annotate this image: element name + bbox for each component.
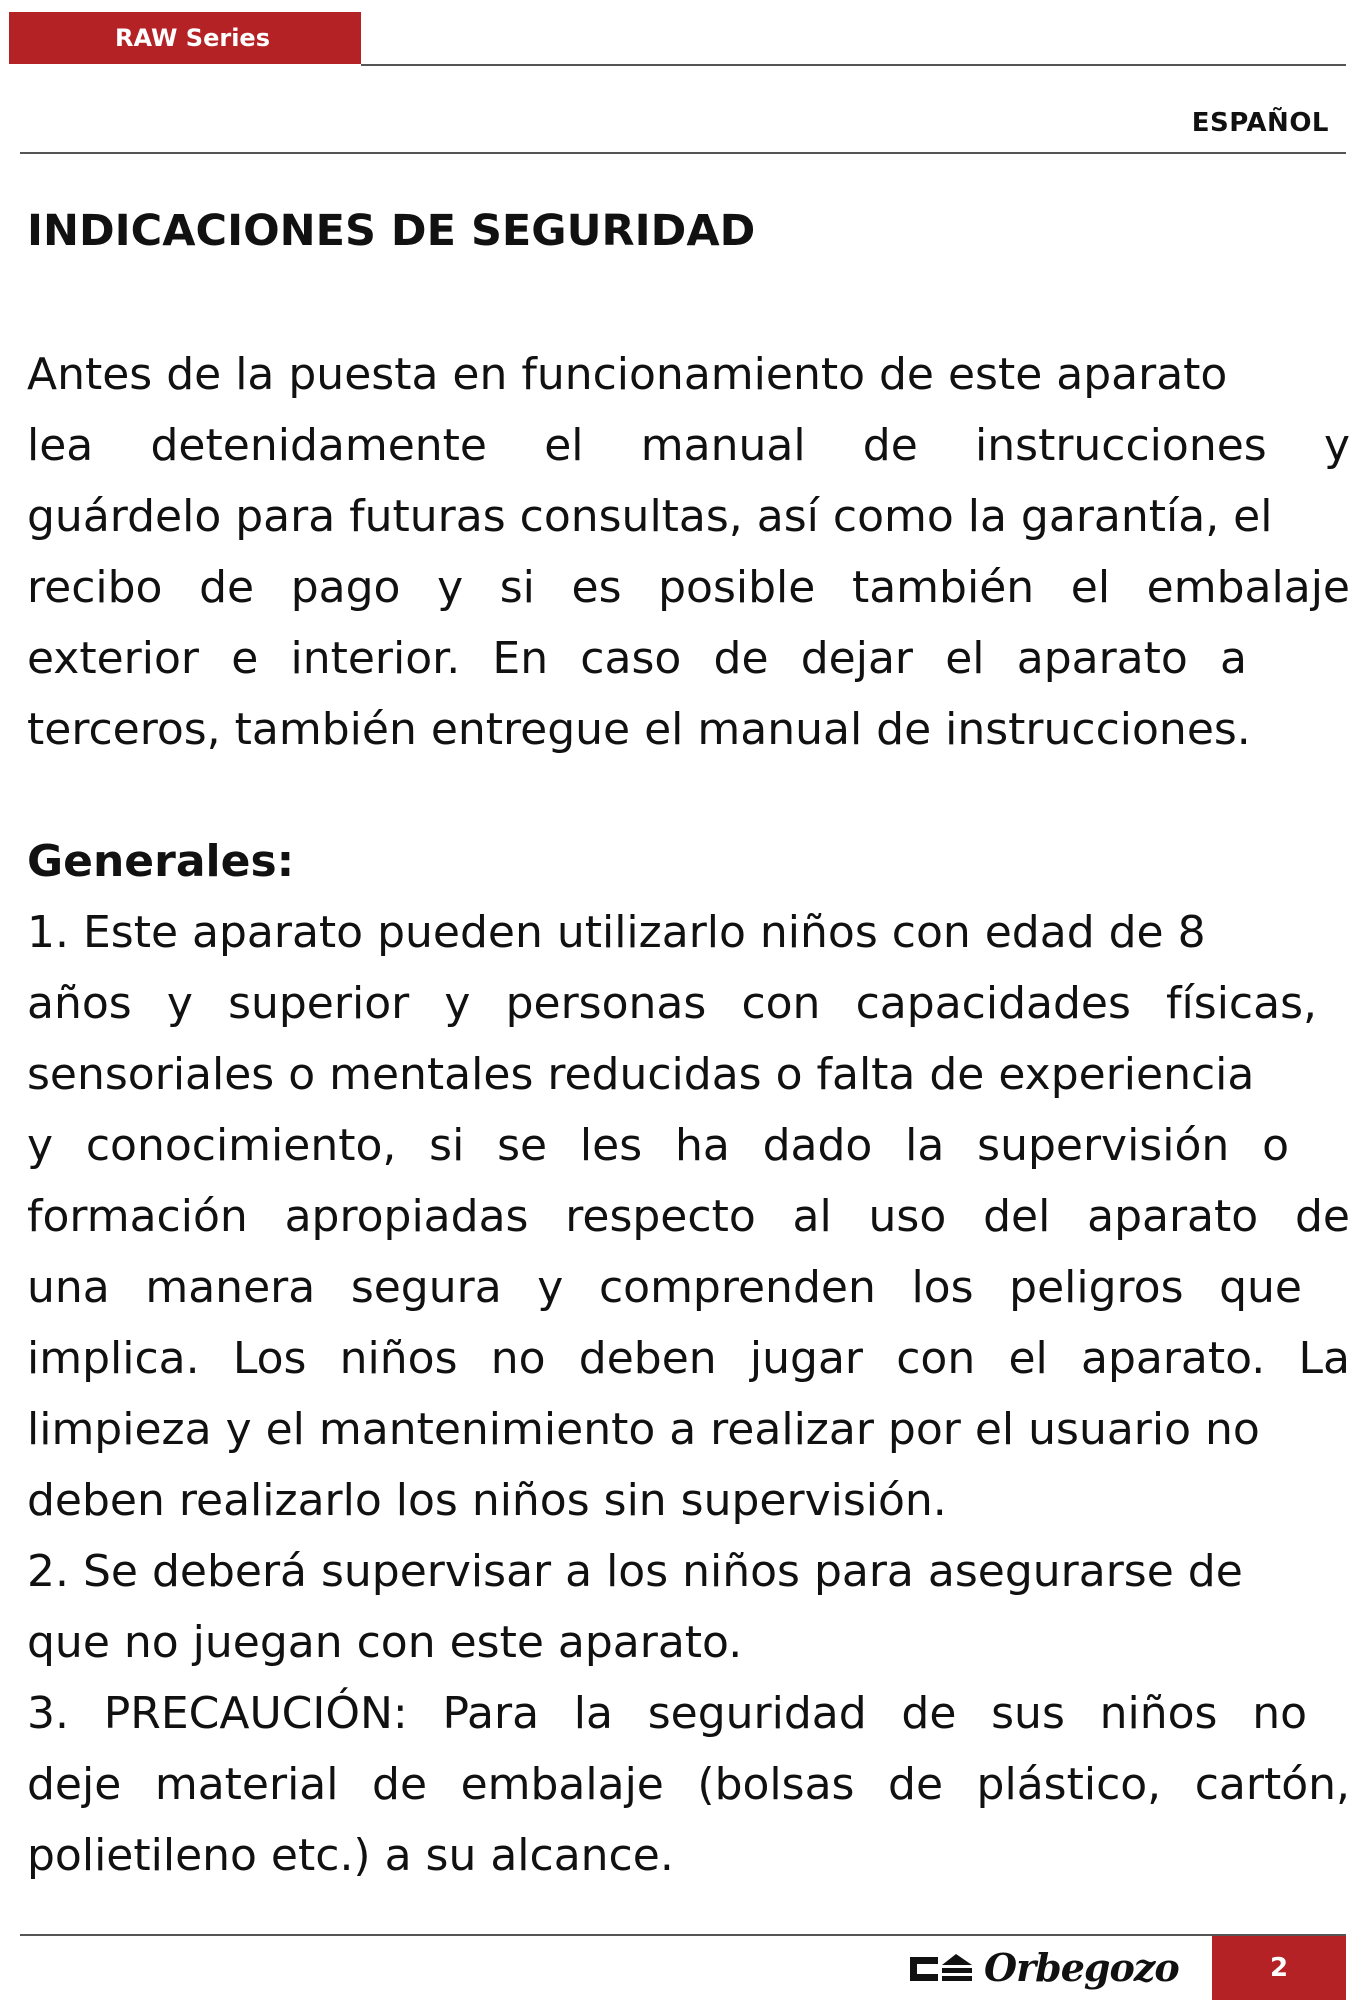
intro-paragraph — [27, 339, 1350, 765]
safety-items — [27, 897, 1350, 1891]
item-line: deje material de embalaje (bolsas de plástico, cartón, — [27, 1759, 1350, 1810]
brand-logo — [908, 1946, 1204, 1990]
item-line: 1. Este aparato pueden utilizarlo niños con edad de 8 — [27, 907, 1206, 958]
item-line: deben realizarlo los niños sin supervisión. — [27, 1475, 947, 1526]
language-label: ESPAÑOL — [1191, 108, 1329, 138]
intro-line: exterior e interior. En caso de dejar el aparato a — [27, 633, 1247, 684]
intro-line: recibo de pago y si es posible también el embalaje — [27, 562, 1350, 613]
header-divider — [361, 64, 1346, 66]
intro-line: lea detenidamente el manual de instrucciones y — [27, 420, 1350, 471]
intro-line: Antes de la puesta en funcionamiento de este aparato — [27, 349, 1228, 400]
item-line: sensoriales o mentales reducidas o falta de experiencia — [27, 1049, 1255, 1100]
item-line: 3. PRECAUCIÓN: Para la seguridad de sus niños no — [27, 1688, 1307, 1739]
item-line: que no juegan con este aparato. — [27, 1617, 743, 1668]
footer-divider — [20, 1934, 1346, 1936]
item-line: años y superior y personas con capacidades físicas, — [27, 978, 1317, 1029]
page-number: 2 — [1212, 1936, 1346, 2000]
subheading-generales: Generales: — [27, 836, 295, 887]
item-line: una manera segura y comprenden los peligros que — [27, 1262, 1302, 1313]
intro-line: guárdelo para futuras consultas, así como la garantía, el — [27, 491, 1273, 542]
brand-wordmark: Orbegozo — [984, 1945, 1179, 1990]
item-line: 2. Se deberá supervisar a los niños para asegurarse de — [27, 1546, 1243, 1597]
intro-line: terceros, también entregue el manual de instrucciones. — [27, 704, 1251, 755]
item-line: polietileno etc.) a su alcance. — [27, 1830, 674, 1881]
section-title: INDICACIONES DE SEGURIDAD — [27, 206, 756, 256]
item-line: formación apropiadas respecto al uso del aparato de — [27, 1191, 1350, 1242]
item-line: limpieza y el mantenimiento a realizar por el usuario no — [27, 1404, 1260, 1455]
item-line: y conocimiento, si se les ha dado la supervisión o — [27, 1120, 1289, 1171]
house-logo-icon — [908, 1951, 974, 1985]
page-content — [27, 196, 1350, 1881]
item-line: implica. Los niños no deben jugar con el aparato. La — [27, 1333, 1350, 1384]
series-label: RAW Series — [9, 12, 361, 64]
language-divider — [20, 152, 1346, 154]
